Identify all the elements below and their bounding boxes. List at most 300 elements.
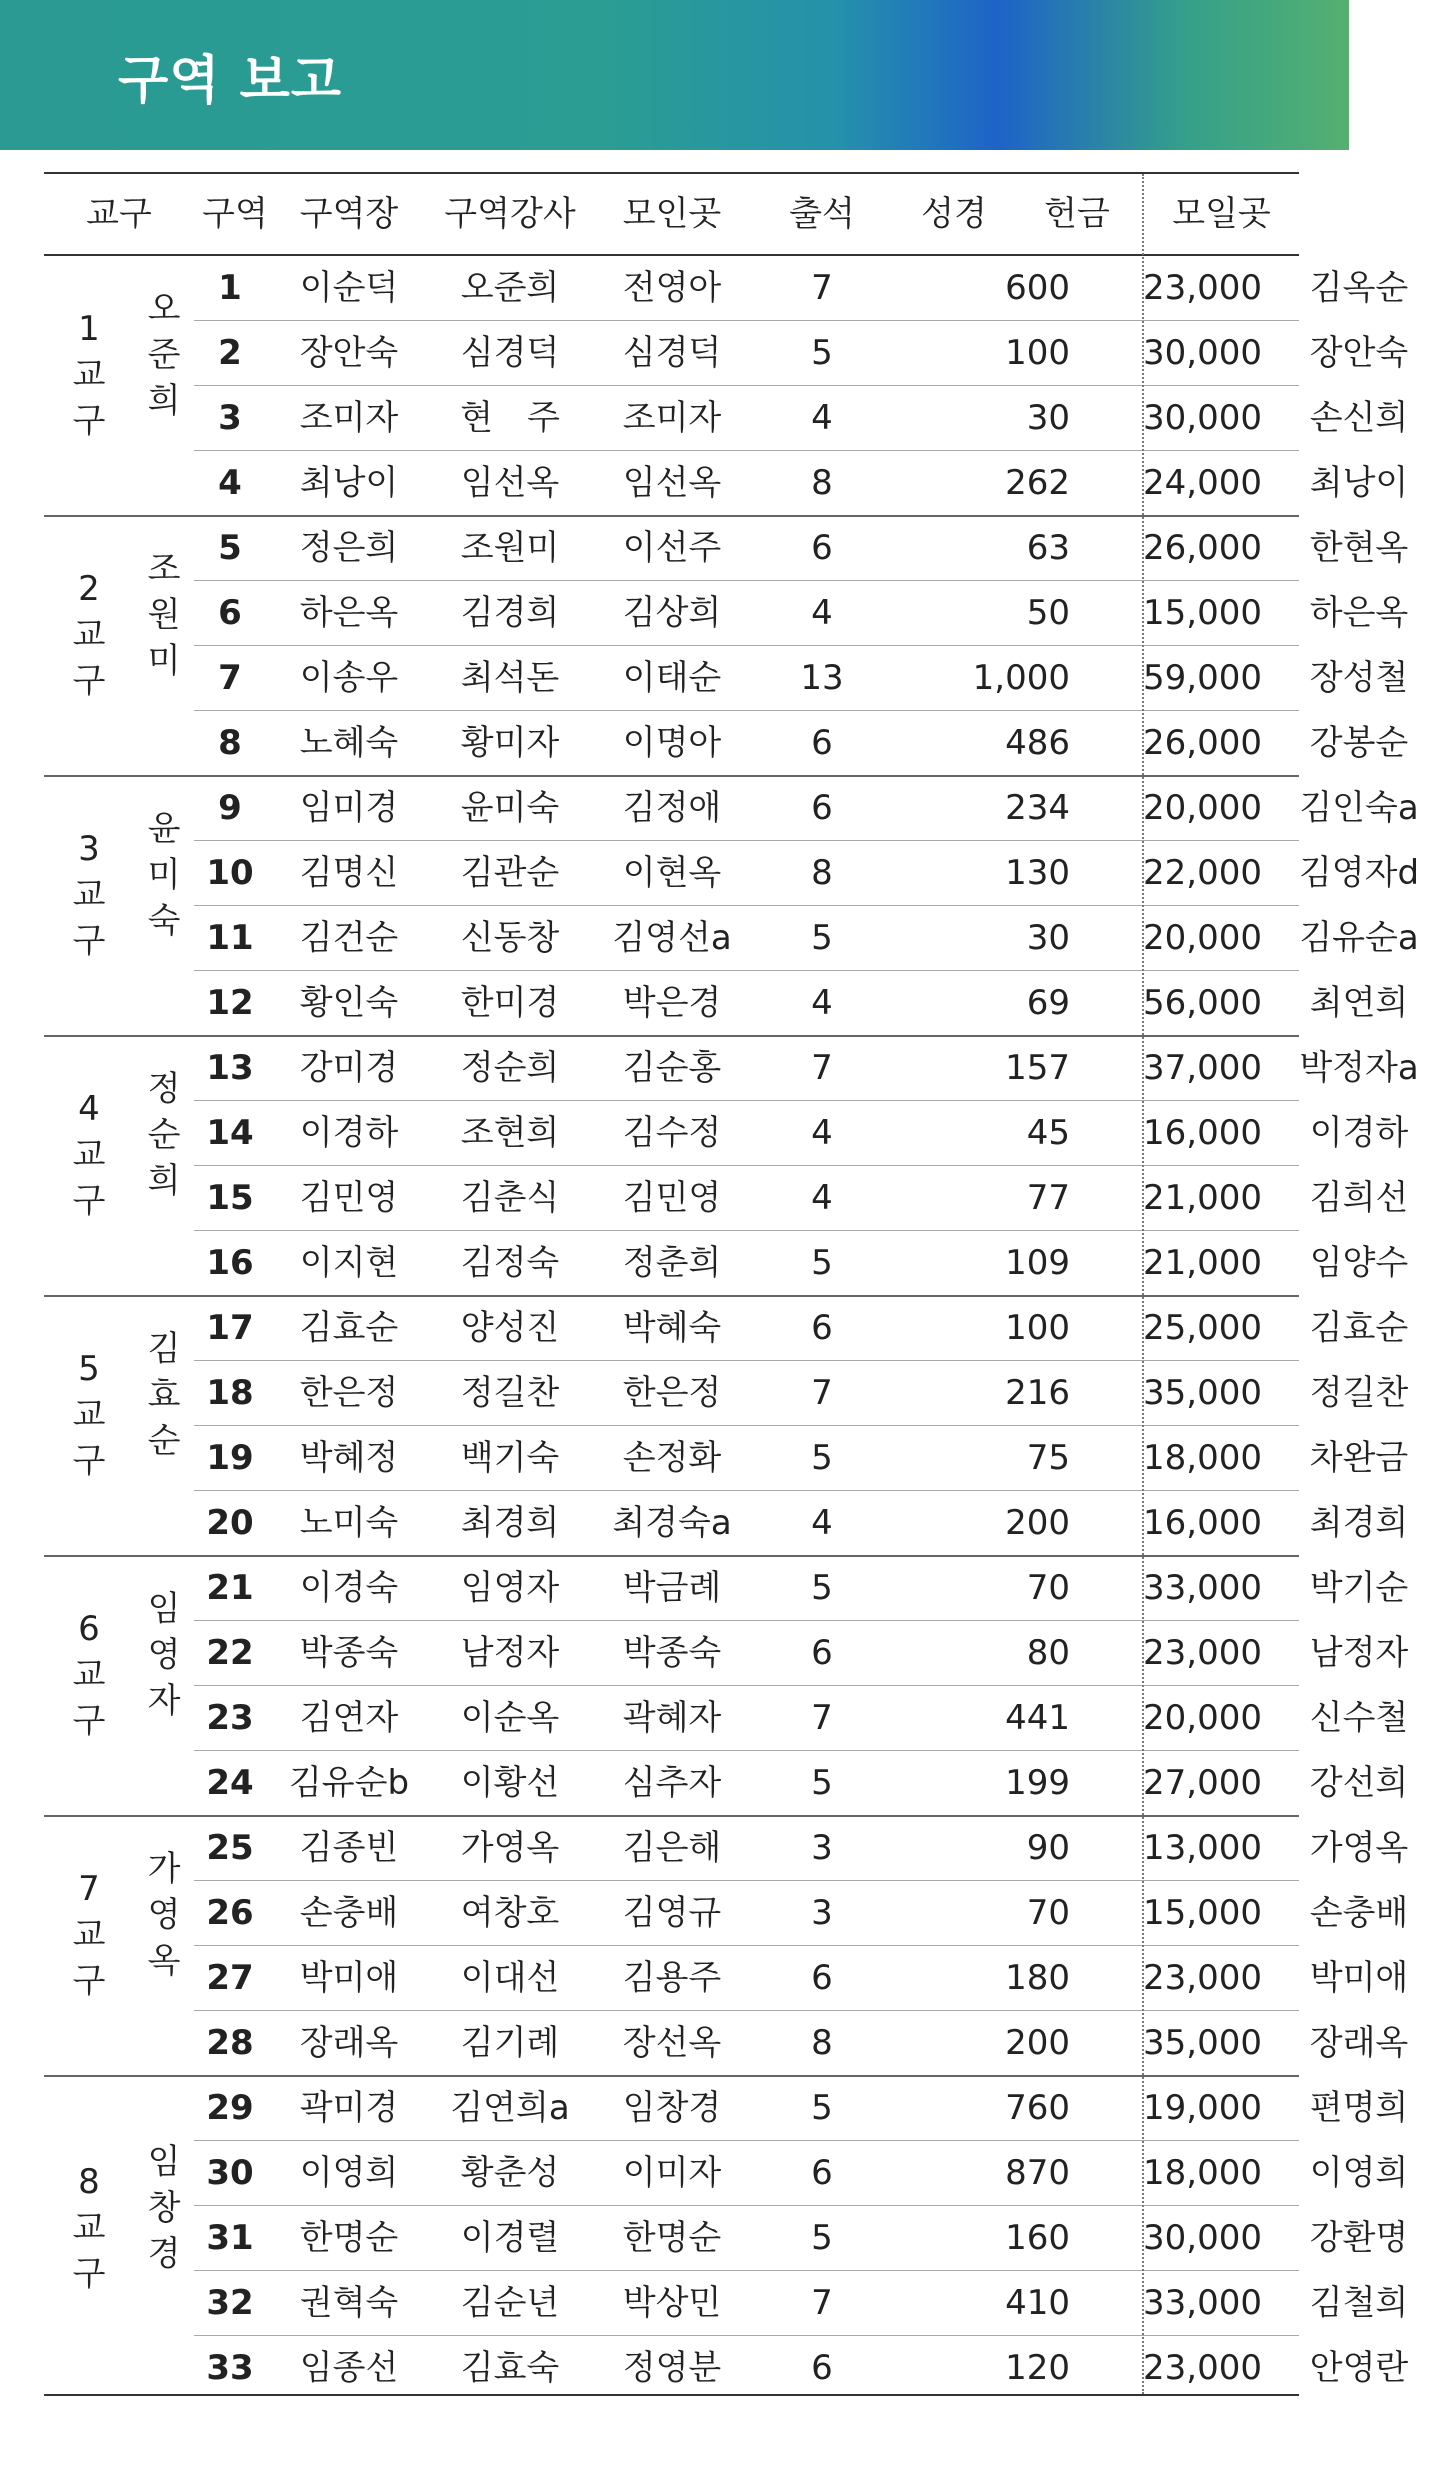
offering-cell: 56,000: [1143, 983, 1262, 1023]
attendance-cell: 4: [811, 398, 833, 438]
district-leader-cell: 김유순b: [288, 1763, 410, 1803]
table-row: [194, 516, 1409, 581]
meeting-place-cell: 손정화: [622, 1438, 722, 1478]
next-meeting-place-cell: 남정자: [1309, 1633, 1409, 1673]
bible-reading-cell: 410: [1005, 2283, 1070, 2323]
district-leader-cell: 박종숙: [299, 1633, 399, 1673]
district-number-cell: 16: [206, 1243, 254, 1283]
district-number-cell: 1: [218, 268, 242, 308]
parish-group: [44, 776, 1420, 1036]
parish-label-char: 구: [72, 1961, 106, 2001]
next-meeting-place-cell: 김유순a: [1299, 918, 1419, 958]
header-attendance: 출석: [789, 194, 855, 234]
attendance-cell: 6: [811, 1958, 833, 1998]
next-meeting-place-cell: 박기순: [1309, 1568, 1409, 1608]
next-meeting-place-cell: 강선희: [1309, 1763, 1409, 1803]
attendance-cell: 6: [811, 1308, 833, 1348]
parish-leader-char: 원: [147, 595, 181, 635]
offering-cell: 35,000: [1143, 2023, 1262, 2063]
bible-reading-cell: 50: [1026, 593, 1070, 633]
meeting-place-cell: 심추자: [622, 1763, 722, 1803]
district-number-cell: 21: [206, 1568, 254, 1608]
bible-reading-cell: 200: [1005, 1503, 1070, 1543]
parish-label-char: 교: [72, 1395, 106, 1435]
next-meeting-place-cell: 신수철: [1309, 1698, 1409, 1738]
table-row: [194, 2011, 1409, 2076]
parish-number: 3: [78, 829, 100, 869]
next-meeting-place-cell: 장래옥: [1309, 2023, 1409, 2063]
parish-number: 4: [78, 1089, 100, 1129]
district-leader-cell: 김효순: [299, 1308, 399, 1348]
bible-reading-cell: 234: [1005, 788, 1070, 828]
next-meeting-place-cell: 김영자d: [1298, 853, 1420, 893]
parish-leader-char: 조: [147, 549, 181, 589]
district-teacher-cell: 가영옥: [460, 1828, 560, 1868]
parish-leader-char: 옥: [147, 1941, 181, 1981]
bible-reading-cell: 100: [1005, 333, 1070, 373]
parish-leader-char: 임: [147, 2141, 181, 2182]
next-meeting-place-cell: 김철희: [1309, 2283, 1409, 2323]
table-row: [194, 321, 1409, 386]
column-divider: [1142, 174, 1144, 2394]
attendance-cell: 5: [811, 1568, 833, 1608]
parish-group: [44, 1296, 1409, 1556]
next-meeting-place-cell: 임양수: [1309, 1243, 1409, 1283]
meeting-place-cell: 박금례: [622, 1568, 722, 1608]
attendance-cell: 6: [811, 1633, 833, 1673]
district-teacher-cell: 정순희: [460, 1048, 560, 1088]
district-teacher-cell: 최석돈: [460, 658, 560, 698]
district-number-cell: 33: [206, 2348, 254, 2388]
table-row: [194, 386, 1409, 451]
parish-leader-char: 희: [147, 381, 181, 421]
page-title: 구역 보고: [118, 51, 343, 111]
attendance-cell: 7: [811, 2283, 833, 2323]
bible-reading-cell: 1,000: [972, 658, 1070, 698]
district-number-cell: 13: [206, 1048, 254, 1088]
table-row: [194, 1296, 1409, 1361]
bible-reading-cell: 130: [1005, 853, 1070, 893]
table-row: [194, 776, 1419, 841]
parish-label-char: 교: [72, 1915, 106, 1955]
district-number-cell: 25: [206, 1828, 254, 1868]
attendance-cell: 7: [811, 1048, 833, 1088]
attendance-cell: 7: [811, 268, 833, 308]
parish-group: [44, 256, 1409, 516]
district-leader-cell: 한은정: [299, 1373, 399, 1413]
district-leader-cell: 김명신: [299, 853, 399, 893]
offering-cell: 20,000: [1143, 918, 1262, 958]
offering-cell: 33,000: [1143, 1568, 1262, 1608]
district-number-cell: 18: [206, 1373, 254, 1413]
parish-leader-char: 자: [147, 1681, 181, 1721]
district-leader-cell: 임종선: [299, 2348, 399, 2388]
district-teacher-cell: 김기례: [460, 2023, 560, 2063]
offering-cell: 30,000: [1143, 333, 1262, 373]
table-row: [194, 581, 1409, 646]
next-meeting-place-cell: 김옥순: [1309, 268, 1409, 308]
parish-label-char: 구: [72, 1441, 106, 1481]
meeting-place-cell: 곽혜자: [622, 1698, 722, 1738]
offering-cell: 21,000: [1143, 1178, 1262, 1218]
meeting-place-cell: 김은해: [622, 1828, 722, 1868]
meeting-place-cell: 한은정: [622, 1373, 722, 1413]
district-number-cell: 23: [206, 1698, 254, 1738]
bible-reading-cell: 216: [1005, 1373, 1070, 1413]
district-number-cell: 2: [218, 333, 242, 373]
district-number-cell: 32: [206, 2283, 254, 2323]
next-meeting-place-cell: 한현옥: [1309, 528, 1409, 568]
meeting-place-cell: 김민영: [622, 1178, 722, 1218]
meeting-place-cell: 이현옥: [622, 853, 722, 893]
offering-cell: 15,000: [1143, 593, 1262, 633]
parish-label-char: 구: [72, 2253, 106, 2294]
next-meeting-place-cell: 안영란: [1309, 2348, 1409, 2388]
parish-leader-char: 순: [147, 1421, 181, 1461]
parish-label-char: 구: [72, 401, 106, 441]
offering-cell: 19,000: [1143, 2088, 1262, 2128]
attendance-cell: 5: [811, 1243, 833, 1283]
parish-leader-char: 희: [147, 1161, 181, 1201]
meeting-place-cell: 박상민: [622, 2283, 722, 2323]
district-number-cell: 4: [218, 463, 242, 503]
offering-cell: 18,000: [1143, 2153, 1262, 2193]
parish-label-char: 교: [72, 355, 106, 395]
attendance-cell: 7: [811, 1698, 833, 1738]
district-number-cell: 5: [218, 528, 242, 568]
offering-cell: 13,000: [1143, 1828, 1262, 1868]
offering-cell: 21,000: [1143, 1243, 1262, 1283]
district-teacher-cell: 임영자: [460, 1568, 560, 1608]
table-row: [194, 1101, 1409, 1166]
table-row: [194, 1231, 1409, 1296]
district-leader-cell: 노미숙: [299, 1503, 399, 1543]
bible-reading-cell: 760: [1005, 2088, 1070, 2128]
district-leader-cell: 김민영: [299, 1178, 399, 1218]
table-row: [194, 1491, 1409, 1556]
district-leader-cell: 박혜정: [299, 1438, 399, 1478]
meeting-place-cell: 정영분: [622, 2348, 722, 2388]
district-leader-cell: 임미경: [299, 788, 399, 828]
district-teacher-cell: 황춘성: [460, 2153, 560, 2193]
district-teacher-cell: 조현희: [460, 1113, 560, 1153]
district-leader-cell: 장안숙: [299, 333, 399, 373]
district-leader-cell: 노혜숙: [299, 723, 399, 763]
bible-reading-cell: 70: [1026, 1568, 1070, 1608]
attendance-cell: 4: [811, 1178, 833, 1218]
bible-reading-cell: 109: [1005, 1243, 1070, 1283]
bible-reading-cell: 441: [1005, 1698, 1070, 1738]
parish-leader-char: 순: [147, 1115, 181, 1155]
table-row: [194, 2271, 1409, 2336]
parish-leader-char: 미: [147, 641, 181, 681]
offering-cell: 23,000: [1143, 268, 1262, 308]
table-row: [194, 2141, 1409, 2206]
parish-leader-char: 준: [147, 335, 181, 375]
meeting-place-cell: 전영아: [622, 268, 722, 308]
parish-number: 8: [78, 2161, 100, 2202]
next-meeting-place-cell: 박미애: [1309, 1958, 1409, 1998]
next-meeting-place-cell: 이영희: [1309, 2153, 1409, 2193]
page-header: [0, 0, 1349, 150]
meeting-place-cell: 이태순: [622, 658, 722, 698]
parish-group: [44, 1556, 1409, 1816]
bible-reading-cell: 157: [1005, 1048, 1070, 1088]
district-number-cell: 15: [206, 1178, 254, 1218]
attendance-cell: 5: [811, 2218, 833, 2258]
offering-cell: 33,000: [1143, 2283, 1262, 2323]
parish-number: 1: [78, 309, 100, 349]
next-meeting-place-cell: 강환명: [1309, 2218, 1409, 2258]
parish-leader-char: 가: [147, 1849, 181, 1889]
offering-cell: 22,000: [1143, 853, 1262, 893]
district-number-cell: 19: [206, 1438, 254, 1478]
parish-leader-char: 미: [147, 855, 181, 895]
meeting-place-cell: 김수정: [622, 1113, 722, 1153]
bible-reading-cell: 100: [1005, 1308, 1070, 1348]
table-row: [194, 451, 1409, 516]
attendance-cell: 6: [811, 723, 833, 763]
bible-reading-cell: 160: [1005, 2218, 1070, 2258]
bible-reading-cell: 63: [1026, 528, 1070, 568]
district-number-cell: 6: [218, 593, 242, 633]
district-teacher-cell: 한미경: [460, 983, 560, 1023]
district-teacher-cell: 이순옥: [460, 1698, 560, 1738]
district-teacher-cell: 이대선: [460, 1958, 560, 1998]
district-leader-cell: 이순덕: [299, 268, 399, 308]
table-row: [194, 256, 1409, 321]
district-teacher-cell: 오준희: [460, 268, 560, 308]
meeting-place-cell: 최경숙a: [612, 1503, 732, 1543]
district-leader-cell: 한명순: [299, 2218, 399, 2258]
attendance-cell: 13: [800, 658, 844, 698]
attendance-cell: 4: [811, 1503, 833, 1543]
table-row: [194, 2336, 1409, 2401]
district-number-cell: 3: [218, 398, 242, 438]
district-number-cell: 8: [218, 723, 242, 763]
district-number-cell: 28: [206, 2023, 254, 2063]
district-number-cell: 31: [206, 2218, 254, 2258]
parish-label-char: 교: [72, 875, 106, 915]
meeting-place-cell: 임창경: [622, 2088, 722, 2128]
offering-cell: 16,000: [1143, 1113, 1262, 1153]
district-leader-cell: 손충배: [299, 1893, 399, 1933]
district-number-cell: 12: [206, 983, 254, 1023]
parish-label-char: 교: [72, 1655, 106, 1695]
next-meeting-place-cell: 박정자a: [1299, 1048, 1419, 1088]
attendance-cell: 6: [811, 2348, 833, 2388]
district-leader-cell: 김건순: [299, 918, 399, 958]
attendance-cell: 6: [811, 788, 833, 828]
district-leader-cell: 김연자: [299, 1698, 399, 1738]
next-meeting-place-cell: 하은옥: [1309, 593, 1409, 633]
attendance-cell: 6: [811, 2153, 833, 2193]
district-teacher-cell: 황미자: [460, 723, 560, 763]
meeting-place-cell: 김영선a: [612, 918, 732, 958]
meeting-place-cell: 이선주: [622, 528, 722, 568]
district-teacher-cell: 김효숙: [460, 2348, 560, 2388]
district-leader-cell: 강미경: [299, 1048, 399, 1088]
district-teacher-cell: 김춘식: [460, 1178, 560, 1218]
district-number-cell: 20: [206, 1503, 254, 1543]
district-teacher-cell: 임선옥: [460, 463, 560, 503]
attendance-cell: 4: [811, 1113, 833, 1153]
attendance-cell: 3: [811, 1828, 833, 1868]
district-leader-cell: 정은희: [299, 528, 399, 568]
parish-group: [44, 1816, 1409, 2076]
parish-label-char: 교: [72, 615, 106, 655]
district-leader-cell: 하은옥: [299, 593, 399, 633]
next-meeting-place-cell: 이경하: [1309, 1113, 1409, 1153]
next-meeting-place-cell: 편명희: [1309, 2088, 1409, 2128]
meeting-place-cell: 김순홍: [622, 1048, 722, 1088]
district-teacher-cell: 심경덕: [460, 333, 560, 373]
district-number-cell: 29: [206, 2088, 254, 2128]
attendance-cell: 5: [811, 2088, 833, 2128]
meeting-place-cell: 한명순: [622, 2218, 722, 2258]
offering-cell: 30,000: [1143, 398, 1262, 438]
parish-leader-char: 창: [147, 2187, 181, 2228]
offering-cell: 23,000: [1143, 2348, 1262, 2388]
parish-leader-char: 영: [147, 1895, 181, 1935]
district-number-cell: 22: [206, 1633, 254, 1673]
district-teacher-cell: 현 주: [460, 398, 560, 438]
offering-cell: 37,000: [1143, 1048, 1262, 1088]
offering-cell: 26,000: [1143, 528, 1262, 568]
district-leader-cell: 권혁숙: [299, 2283, 399, 2323]
district-teacher-cell: 김연희a: [450, 2088, 570, 2128]
parish-leader-char: 오: [147, 289, 181, 329]
table-row: [194, 646, 1409, 711]
next-meeting-place-cell: 강봉순: [1309, 723, 1409, 763]
meeting-place-cell: 이미자: [622, 2153, 722, 2193]
district-teacher-cell: 김경희: [460, 593, 560, 633]
district-teacher-cell: 최경희: [460, 1503, 560, 1543]
next-meeting-place-cell: 김희선: [1309, 1178, 1409, 1218]
attendance-cell: 8: [811, 463, 833, 503]
district-teacher-cell: 신동창: [460, 918, 560, 958]
next-meeting-place-cell: 최연희: [1309, 983, 1409, 1023]
header-meeting-place: 모인곳: [622, 194, 722, 234]
parish-label-char: 구: [72, 661, 106, 701]
offering-cell: 20,000: [1143, 788, 1262, 828]
meeting-place-cell: 김용주: [622, 1958, 722, 1998]
bible-reading-cell: 80: [1026, 1633, 1070, 1673]
parish-leader-char: 영: [147, 1635, 181, 1675]
offering-cell: 23,000: [1143, 1958, 1262, 1998]
meeting-place-cell: 박은경: [622, 983, 722, 1023]
district-leader-cell: 이지현: [299, 1243, 399, 1283]
next-meeting-place-cell: 김인숙a: [1299, 788, 1419, 828]
offering-cell: 30,000: [1143, 2218, 1262, 2258]
district-leader-cell: 이경하: [299, 1113, 399, 1153]
parish-group: [44, 1036, 1419, 1296]
offering-cell: 18,000: [1143, 1438, 1262, 1478]
attendance-cell: 6: [811, 528, 833, 568]
district-leader-cell: 박미애: [299, 1958, 399, 1998]
header-leader: 구역장: [299, 194, 399, 234]
table-row: [194, 1751, 1409, 1816]
bible-reading-cell: 30: [1026, 918, 1070, 958]
district-leader-cell: 김종빈: [299, 1828, 399, 1868]
meeting-place-cell: 장선옥: [622, 2023, 722, 2063]
table-row: [194, 1621, 1409, 1686]
attendance-cell: 7: [811, 1373, 833, 1413]
bible-reading-cell: 70: [1026, 1893, 1070, 1933]
meeting-place-cell: 심경덕: [622, 333, 722, 373]
table-row: [194, 711, 1409, 776]
meeting-place-cell: 박종숙: [622, 1633, 722, 1673]
header-bible: 성경: [921, 194, 987, 234]
district-teacher-cell: 김정숙: [460, 1243, 560, 1283]
attendance-cell: 4: [811, 593, 833, 633]
parish-leader-char: 윤: [147, 809, 181, 849]
district-teacher-cell: 이황선: [460, 1763, 560, 1803]
bible-reading-cell: 870: [1005, 2153, 1070, 2193]
attendance-cell: 8: [811, 853, 833, 893]
table-row: [194, 841, 1420, 906]
offering-cell: 16,000: [1143, 1503, 1262, 1543]
district-teacher-cell: 남정자: [460, 1633, 560, 1673]
district-teacher-cell: 이경렬: [460, 2218, 560, 2258]
parish-leader-char: 숙: [147, 901, 181, 941]
table-row: [194, 1816, 1409, 1881]
table-row: [194, 1946, 1409, 2011]
parish-leader-char: 임: [147, 1589, 181, 1629]
district-number-cell: 14: [206, 1113, 254, 1153]
parish-number: 6: [78, 1609, 100, 1649]
parish-leader-char: 경: [147, 2233, 181, 2274]
offering-cell: 27,000: [1143, 1763, 1262, 1803]
meeting-place-cell: 이명아: [622, 723, 722, 763]
table-row: [194, 1036, 1419, 1101]
meeting-place-cell: 김영규: [622, 1893, 722, 1933]
header-parish: 교구: [86, 194, 152, 234]
bible-reading-cell: 45: [1026, 1113, 1070, 1153]
parish-number: 7: [78, 1869, 100, 1909]
header-next-place: 모일곳: [1172, 194, 1271, 234]
parish-leader-char: 김: [147, 1329, 181, 1369]
bible-reading-cell: 262: [1005, 463, 1070, 503]
district-number-cell: 17: [206, 1308, 254, 1348]
parish-label-char: 구: [72, 1701, 106, 1741]
meeting-place-cell: 정춘희: [622, 1243, 722, 1283]
table-row: [194, 1361, 1409, 1426]
table-row: [194, 1556, 1409, 1621]
meeting-place-cell: 김상희: [622, 593, 722, 633]
attendance-cell: 5: [811, 333, 833, 373]
header-district: 구역: [202, 194, 268, 234]
district-number-cell: 9: [218, 788, 242, 828]
next-meeting-place-cell: 최낭이: [1309, 463, 1409, 503]
attendance-cell: 5: [811, 918, 833, 958]
bible-reading-cell: 120: [1005, 2348, 1070, 2388]
bible-reading-cell: 77: [1026, 1178, 1070, 1218]
parish-label-char: 구: [72, 921, 106, 961]
attendance-cell: 4: [811, 983, 833, 1023]
district-number-cell: 24: [206, 1763, 254, 1803]
district-teacher-cell: 윤미숙: [460, 788, 560, 828]
district-leader-cell: 곽미경: [299, 2088, 399, 2128]
meeting-place-cell: 임선옥: [622, 463, 722, 503]
table-bottom-rule: [44, 2394, 1299, 2396]
district-leader-cell: 최낭이: [299, 463, 399, 503]
next-meeting-place-cell: 손충배: [1309, 1893, 1409, 1933]
offering-cell: 59,000: [1143, 658, 1262, 698]
parish-group: [44, 516, 1409, 776]
meeting-place-cell: 박혜숙: [622, 1308, 722, 1348]
attendance-cell: 3: [811, 1893, 833, 1933]
